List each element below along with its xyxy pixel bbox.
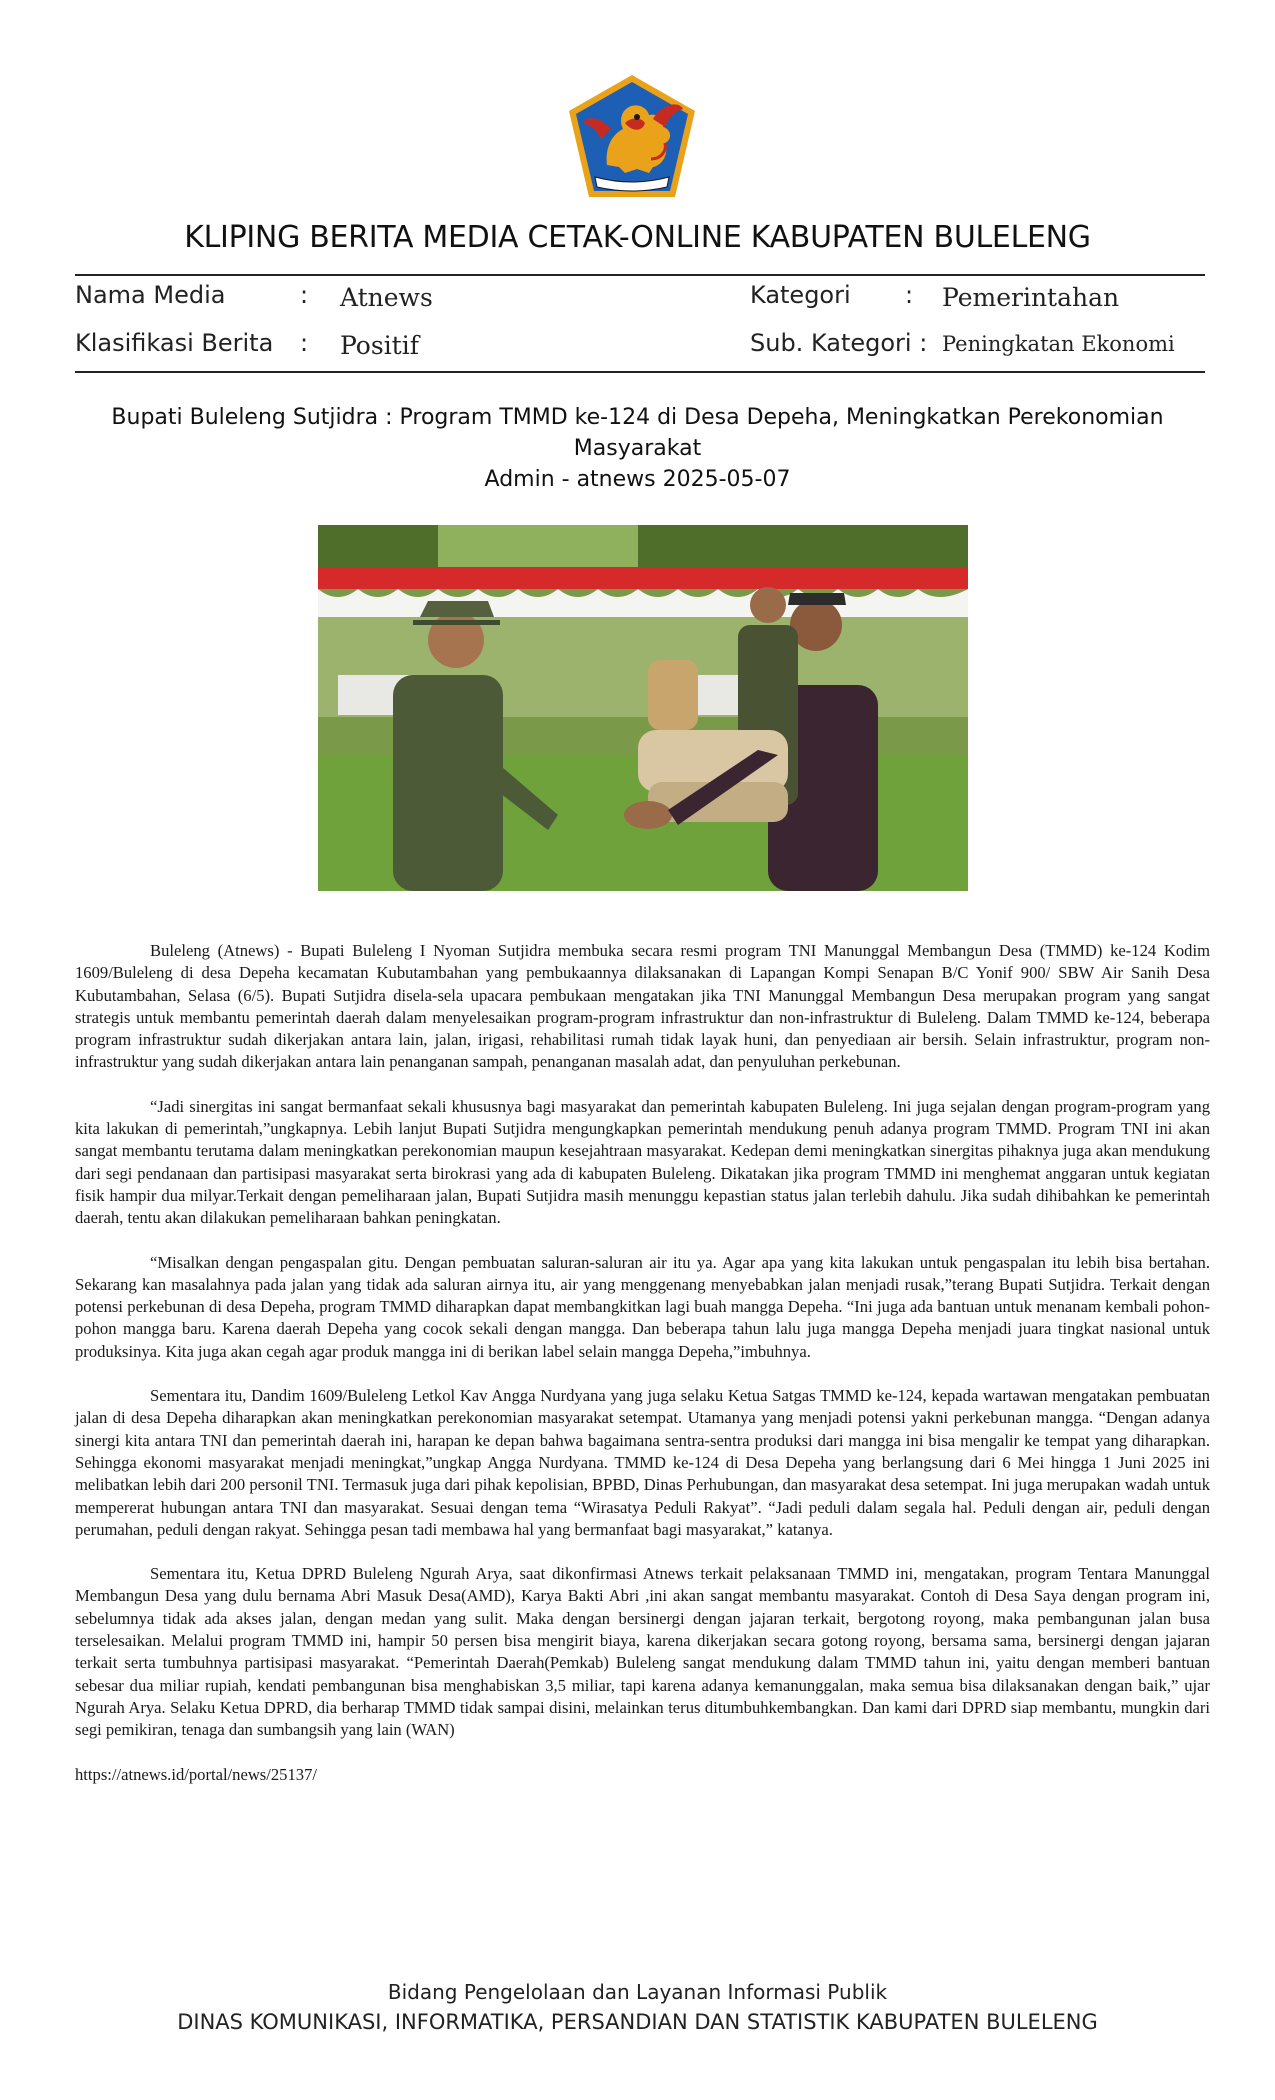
footer-agency: DINAS KOMUNIKASI, INFORMATIKA, PERSANDIAN DAN STATISTIK KABUPATEN BULELENG [177, 2010, 1098, 2034]
header-rule-top [75, 274, 1205, 276]
article-body [75, 940, 1210, 1808]
article-paragraph: Buleleng (Atnews) - Bupati Buleleng I Nyoman Sutjidra membuka secara resmi program TNI Manunggal Membangun Desa (TMMD) ke-124 Kodim 1609/Buleleng di desa Depeha kecamatan Kubutambahan yang pembukaannya dilaksanakan di Lapangan Kompi Senapan B/C Yonif 900/ SBW Air Sanih Desa Kubutambahan, Selasa (6/5). Bupati Sutjidra disela-sela upacara pembukaan mengatakan jika TNI Manunggal Membangun Desa merupakan program yang sangat strategis untuk membantu pemerintah daerah dalam menyelesaikan program-program infrastruktur dan non-infrastruktur di Buleleng. Dalam TMMD ke-124, beberapa program infrastruktur sudah dikerjakan antara lain, jalan, irigasi, rehabilitasi rumah tidak layak huni, dan penyediaan air bersih. Selain infrastruktur, program non-infrastruktur yang sudah dikerjakan antara lain penanganan sampah, penanganan masalah adat, dan penyuluhan perkebunan. [75, 941, 1210, 1072]
article-source-link[interactable]: https://atnews.id/portal/news/25137/ [75, 1764, 317, 1784]
article-photo [318, 525, 968, 891]
klasifikasi-value: Positif [340, 331, 419, 360]
header-rule-bottom [75, 371, 1205, 373]
footer-division: Bidang Pengelolaan dan Layanan Informasi Publik [387, 1980, 888, 2004]
article-headline: Bupati Buleleng Sutjidra : Program TMMD ke-124 di Desa Depeha, Meningkatkan Perekonomian Masyarakat [111, 405, 1164, 461]
kategori-value: Pemerintahan [942, 283, 1120, 312]
kategori-label: Kategori [750, 281, 851, 309]
article-headline-block [60, 402, 1215, 495]
kategori-colon: : [905, 281, 914, 309]
article-byline: Admin - atnews 2025-05-07 [484, 467, 791, 492]
klasifikasi-colon: : [300, 329, 309, 357]
kliping-title: KLIPING BERITA MEDIA CETAK-ONLINE KABUPATEN BULELENG [184, 220, 1091, 255]
sub-kategori-value: Peningkatan Ekonomi [942, 332, 1175, 356]
article-paragraph: Sementara itu, Ketua DPRD Buleleng Ngurah Arya, saat dikonfirmasi Atnews terkait pelaksanaan TMMD ini, mengatakan, program Tentara Manunggal Membangun Desa yang dulu bernama Abri Masuk Desa(AMD), Karya Bakti Abri ,ini akan sangat membantu masyarakat. Contoh di Desa Saya dengan program ini, sebelumnya tidak ada akses jalan, dengan medan yang sulit. Maka dengan bersinergi dengan jajaran terkait, bergotong royong, maka pembangunan jalan busa terselesaikan. Melalui program TMMD ini, hampir 50 persen bisa mengirit biaya, karena dikerjakan secara gotong royong, bersama sama, bersinergi dengan jajaran terkait serta tumbuhnya partisipasi masyarakat. “Pemerintah Daerah(Pemkab) Buleleng sangat mendukung dalam TMMD tahun ini, yaitu dengan memberi bantuan sebesar dua miliar rupiah, kendati pembangunan bisa menghabiskan 3,5 miliar, tapi karena adanya kemanunggalan, maka semua bisa dilaksanakan dengan baik,” ujar Ngurah Arya. Selaku Ketua DPRD, dia berharap TMMD tidak sampai disini, melainkan terus ditumbuhkembangkan. Dan kami dari DPRD siap membantu, mungkin dari segi pemikiran, tenaga dan sumbangsih yang lain (WAN) [75, 1564, 1210, 1740]
nama-media-label: Nama Media [75, 281, 226, 309]
buleleng-crest-logo [565, 73, 699, 200]
article-paragraph: “Jadi sinergitas ini sangat bermanfaat sekali khususnya bagi masyarakat dan pemerintah kabupaten Buleleng. Ini juga sejalan dengan program-program yang kita lakukan di pemerintah,”ungkapnya. Lebih lanjut Bupati Sutjidra mengungkapkan pemerintah mendukung penuh adanya program TMMD. Program TNI ini akan sangat membantu terutama dalam meningkatkan perekonomian maupun kesejahtraan masyarakat. Kedepan demi meningkatkan sinergitas pihaknya juga akan mendukung dari segi pendanaan dan partisipasi masyarakat serta birokrasi yang ada di kabupaten Buleleng. Dikatakan jika program TMMD ini menghemat anggaran untuk kegiatan fisik hampir dua milyar.Terkait dengan pemeliharaan jalan, Bupati Sutjidra masih menunggu kepastian status jalan terlebih dahulu. Jika sudah dihibahkan ke pemerintah daerah, tentu akan dilakukan pemeliharaan bahkan peningkatan. [75, 1096, 1210, 1228]
article-paragraph: “Misalkan dengan pengaspalan gitu. Dengan pembuatan saluran-saluran air itu ya. Agar apa yang kita lakukan untuk pengaspalan itu lebih bisa bertahan. Sekarang kan masalahnya pada jalan yang tidak ada saluran airnya itu, air yang menggenang menyebabkan jalan menjadi rusak,”terang Bupati Sutjidra. Terkait dengan potensi perkebunan di desa Depeha, program TMMD diharapkan dapat membangkitkan lagi buah mangga Depeha. “Ini juga ada bantuan untuk menanam kembali pohon-pohon mangga baru. Karena daerah Depeha yang cocok sekali dengan mangga. Dan beberapa tahun lalu juga mangga Depeha menjadi juara tingkat nasional untuk produksinya. Kita juga akan cegah agar produk mangga ini di berikan label selain mangga Depeha,”imbuhnya. [75, 1252, 1210, 1361]
nama-media-value: Atnews [340, 283, 433, 312]
nama-media-colon: : [300, 281, 309, 309]
sub-kategori-label: Sub. Kategori : [750, 329, 928, 357]
klasifikasi-label: Klasifikasi Berita [75, 329, 274, 357]
article-paragraph: Sementara itu, Dandim 1609/Buleleng Letkol Kav Angga Nurdyana yang juga selaku Ketua Satgas TMMD ke-124, kepada wartawan mengatakan pembuatan jalan di desa Depeha diharapkan akan meningkatkan perekonomian masyarakat setempat. Utamanya yang menjadi potensi yakni perkebunan mangga. “Dengan adanya sinergi kita antara TNI dan pemerintah daerah ini, harapan ke depan bahwa bagaimana sentra-sentra produksi dari mangga ini bisa mengalir ke tempat yang diharapkan. Sehingga ekonomi masyarakat menjadi meningkat,”ungkap Angga Nurdyana. TMMD ke-124 di Desa Depeha yang berlangsung dari 6 Mei hingga 1 Juni 2025 ini melibatkan lebih dari 200 personil TNI. Termasuk juga dari pihak kepolisian, BPBD, Dinas Perhubungan, dan masyarakat desa setempat. Ini juga merupakan wadah untuk mempererat hubungan antara TNI dan masyarakat. Sesuai dengan tema “Wirasatya Peduli Rakyat”. “Jadi peduli dalam segala hal. Peduli dengan air, peduli dengan perumahan, peduli dengan rakyat. Sehingga pesan tadi membawa hal yang bermanfaat bagi masyarakat,” katanya. [75, 1386, 1210, 1539]
